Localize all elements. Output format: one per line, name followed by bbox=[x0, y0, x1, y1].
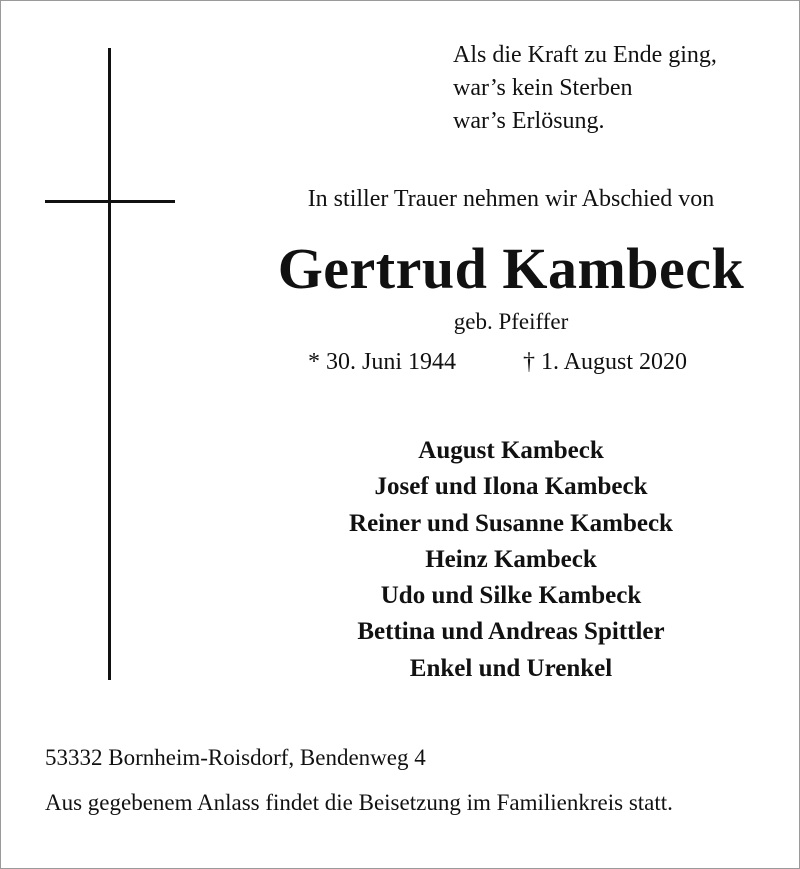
death-date: † 1. August 2020 bbox=[523, 349, 688, 375]
mourner-entry: Udo und Silke Kambeck bbox=[380, 582, 642, 610]
poem-line: war’s kein Sterben bbox=[453, 75, 633, 101]
mourner-entry: Bettina und Andreas Spittler bbox=[357, 618, 665, 646]
maiden-name: geb. Pfeiffer bbox=[453, 309, 569, 334]
deceased-name: Gertrud Kambeck bbox=[277, 236, 745, 301]
mourning-address: 53332 Bornheim-Roisdorf, Bendenweg 4 bbox=[45, 745, 426, 770]
mourner-entry: August Kambeck bbox=[418, 437, 604, 464]
cross-icon-horizontal-bar bbox=[45, 200, 175, 203]
burial-note: Aus gegebenem Anlass findet die Beisetzung im Familienkreis statt. bbox=[45, 790, 673, 815]
mourner-entry: Heinz Kambeck bbox=[425, 545, 597, 573]
mourner-entry: Enkel und Urenkel bbox=[409, 654, 613, 682]
cross-icon-vertical-bar bbox=[108, 48, 111, 680]
farewell-intro: In stiller Trauer nehmen wir Abschied von bbox=[307, 186, 715, 212]
mourner-entry: Reiner und Susanne Kambeck bbox=[349, 509, 673, 537]
mourner-entry: Josef und Ilona Kambeck bbox=[374, 473, 648, 501]
poem-line: Als die Kraft zu Ende ging, bbox=[453, 42, 717, 68]
poem bbox=[453, 39, 717, 138]
birth-date: * 30. Juni 1944 bbox=[308, 349, 457, 375]
poem-line: war’s Erlösung. bbox=[453, 108, 605, 134]
mourners-list bbox=[221, 433, 800, 687]
